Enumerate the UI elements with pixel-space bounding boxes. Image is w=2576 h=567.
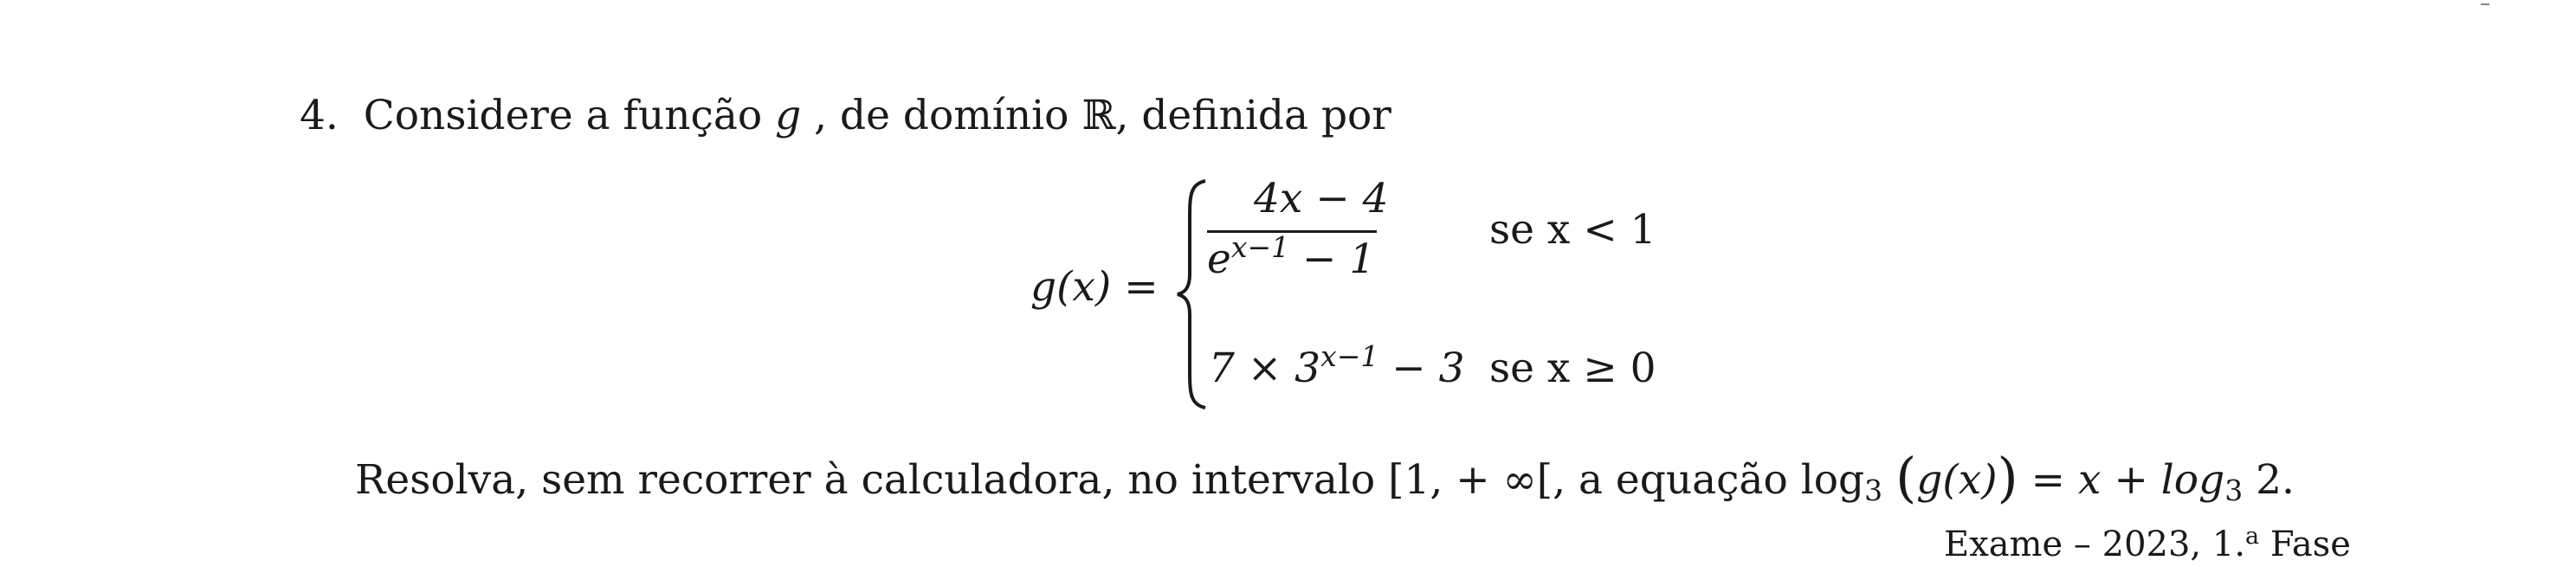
inner-expression: g(x) xyxy=(1916,456,1998,504)
task-text: Resolva, sem recorrer à calculadora, no intervalo [1, + ∞[, a equação log xyxy=(355,456,1865,504)
function-lhs: g(x) = xyxy=(1030,263,1159,311)
intro-text-2: , de domínio xyxy=(814,92,1069,139)
rhs-text: = x + log xyxy=(2018,456,2225,504)
den-base: e xyxy=(1207,235,1231,283)
open-paren: ( xyxy=(1895,446,1917,509)
case1-numerator: 4x − 4 xyxy=(1254,175,1389,222)
den-exponent: x−1 xyxy=(1230,230,1290,264)
intro-text-1: Considere a função xyxy=(363,92,763,139)
rhs-tail: 2. xyxy=(2243,456,2295,504)
function-name: g xyxy=(775,92,802,139)
piecewise-brace xyxy=(1176,177,1211,411)
source-ordinal: a xyxy=(2245,523,2260,550)
source-phase: Fase xyxy=(2259,525,2351,564)
intro-text-3: , definida por xyxy=(1115,92,1391,139)
case2-head: 7 × 3 xyxy=(1209,345,1321,392)
den-tail: − 1 xyxy=(1289,235,1376,283)
source-text: Exame – 2023, 1. xyxy=(1944,525,2246,564)
exam-source xyxy=(1944,525,2351,564)
case1-denominator xyxy=(1207,230,1376,283)
task-statement xyxy=(355,443,2295,509)
rhs-log-base: 3 xyxy=(2224,474,2244,507)
case1-condition: se x < 1 xyxy=(1489,206,1656,254)
case2-tail: − 3 xyxy=(1378,345,1465,392)
question-number: 4. xyxy=(300,92,339,139)
close-paren: ) xyxy=(1997,446,2018,509)
case2-exponent: x−1 xyxy=(1320,339,1379,373)
case2-condition: se x ≥ 0 xyxy=(1489,345,1656,392)
case2-expression xyxy=(1209,339,1465,392)
domain-set: ℝ xyxy=(1081,92,1116,139)
log-base: 3 xyxy=(1864,474,1883,507)
